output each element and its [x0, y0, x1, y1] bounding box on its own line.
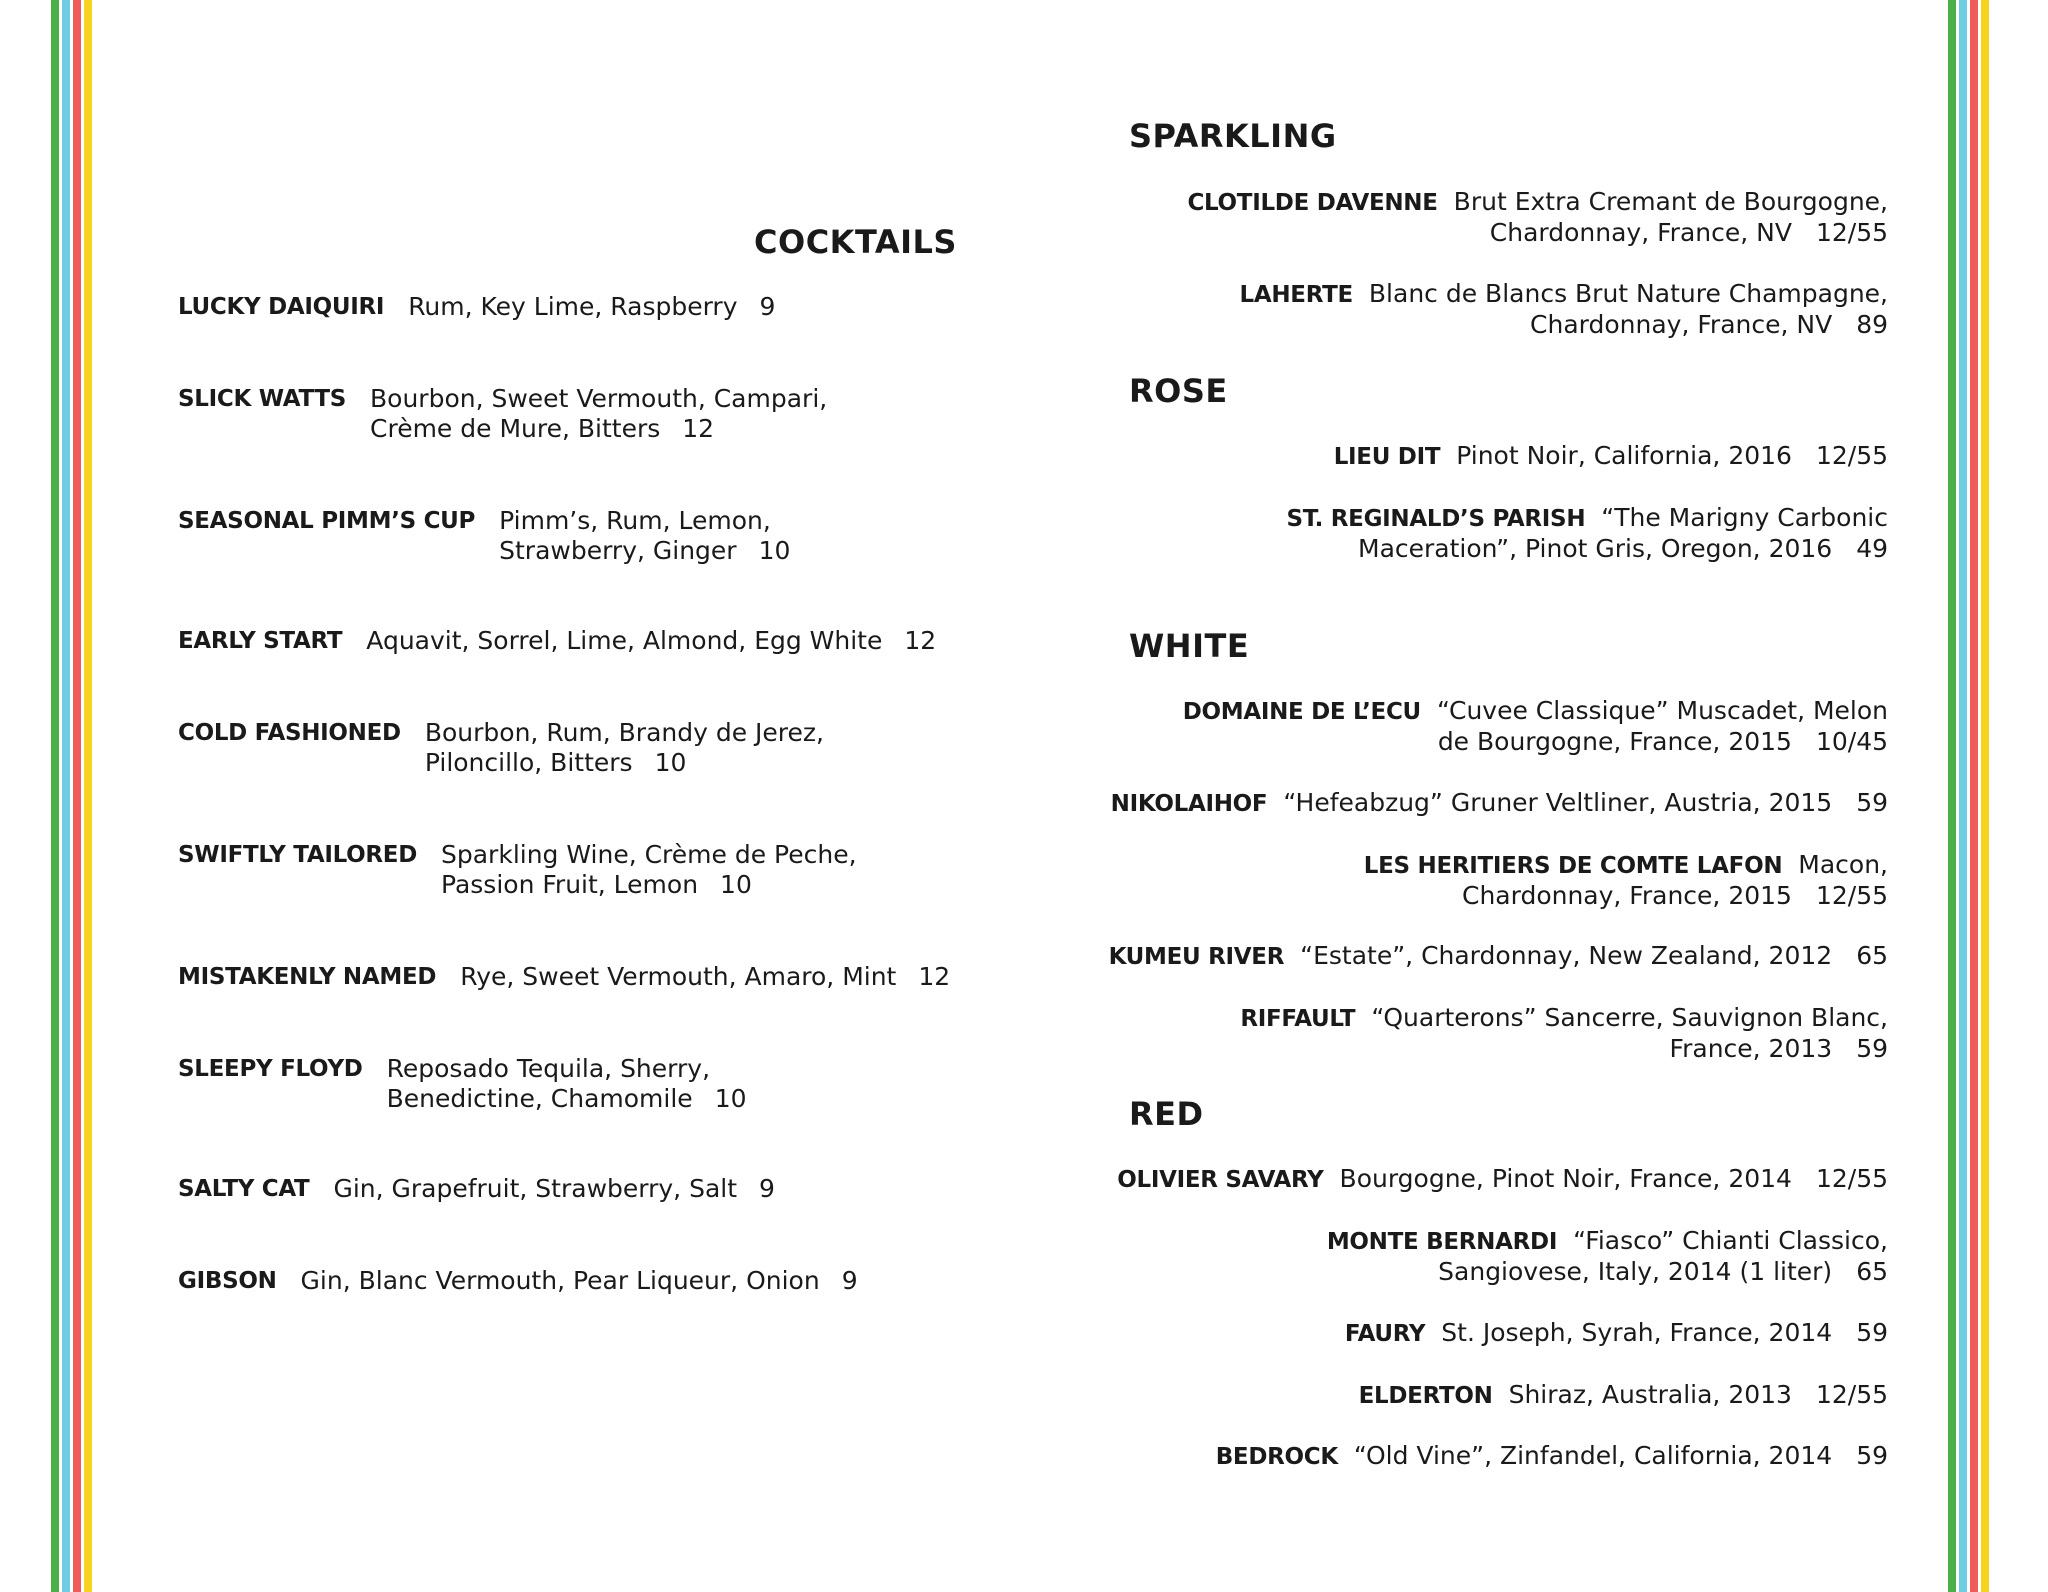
wine-description: de Bourgogne, France, 2015 — [1437, 727, 1792, 756]
price: 89 — [1856, 310, 1888, 339]
ingredients: Gin, Blanc Vermouth, Pear Liqueur, Onion — [300, 1266, 820, 1295]
cocktail-item — [178, 962, 950, 992]
ingredients: Pimm’s, Rum, Lemon, — [499, 506, 771, 535]
wine-description: “Old Vine”, Zinfandel, California, 2014 — [1353, 1441, 1833, 1470]
cocktail-name: LUCKY DAIQUIRI — [178, 294, 385, 320]
wine-line — [1359, 1380, 1888, 1411]
price: 59 — [1856, 1318, 1888, 1347]
price: 10 — [654, 748, 687, 777]
wine-description: Bourgogne, Pinot Noir, France, 2014 — [1339, 1164, 1792, 1193]
wine-item — [1187, 187, 1888, 248]
wine-line — [1240, 310, 1889, 340]
cocktail-description — [408, 292, 775, 322]
wine-description: Chardonnay, France, NV — [1489, 218, 1792, 247]
wine-producer: FAURY — [1344, 1321, 1426, 1347]
wine-item — [1286, 503, 1888, 564]
wine-line — [1364, 881, 1888, 911]
price: 10 — [758, 536, 791, 565]
cocktail-item — [178, 1174, 775, 1204]
wine-producer: LAHERTE — [1239, 282, 1353, 308]
wine-item — [1334, 441, 1888, 472]
wine-description: “Fiasco” Chianti Classico, — [1573, 1226, 1888, 1255]
wine-item — [1345, 1318, 1888, 1349]
cocktail-description — [387, 1054, 747, 1114]
price: 59 — [1856, 788, 1888, 817]
wine-line — [1187, 187, 1888, 218]
wine-line — [1117, 1164, 1888, 1195]
wine-description: Pinot Noir, California, 2016 — [1456, 441, 1792, 470]
cocktail-item — [178, 506, 790, 566]
wine-producer: CLOTILDE DAVENNE — [1187, 190, 1438, 216]
wine-description: “Estate”, Chardonnay, New Zealand, 2012 — [1300, 941, 1833, 970]
ingredients: Aquavit, Sorrel, Lime, Almond, Egg White — [366, 626, 883, 655]
wine-item — [1359, 1380, 1888, 1411]
cocktail-description — [441, 840, 857, 900]
cocktail-description — [333, 1174, 774, 1204]
price: 9 — [841, 1266, 858, 1295]
price: 12/55 — [1815, 1164, 1888, 1193]
wine-description: Sangiovese, Italy, 2014 (1 liter) — [1438, 1257, 1833, 1286]
wine-line — [1183, 696, 1888, 727]
price: 59 — [1856, 1034, 1888, 1063]
wine-producer: ST. REGINALD’S PARISH — [1286, 506, 1586, 532]
description-line — [441, 870, 857, 900]
price: 12/55 — [1815, 1380, 1888, 1409]
description-line — [499, 536, 790, 566]
cocktails-heading: COCKTAILS — [754, 223, 957, 261]
cocktail-name: EARLY START — [178, 628, 343, 654]
wine-description: Blanc de Blancs Brut Nature Champagne, — [1368, 279, 1888, 308]
wine-description: Shiraz, Australia, 2013 — [1508, 1380, 1792, 1409]
price: 12/55 — [1815, 881, 1888, 910]
description-line — [425, 748, 824, 778]
price: 9 — [759, 1174, 775, 1203]
stripe-blue — [1959, 0, 1967, 1592]
wine-line — [1111, 788, 1888, 819]
price: 12 — [918, 962, 951, 991]
cocktail-item — [178, 384, 827, 444]
cocktail-item — [178, 840, 857, 900]
price: 10/45 — [1815, 727, 1888, 756]
cocktail-name: SLEEPY FLOYD — [178, 1056, 363, 1082]
wine-line — [1364, 850, 1888, 881]
ingredients: Gin, Grapefruit, Strawberry, Salt — [333, 1174, 738, 1203]
stripe-red — [73, 0, 81, 1592]
stripe-green — [1948, 0, 1956, 1592]
cocktail-item — [178, 292, 775, 322]
description-line — [387, 1054, 747, 1084]
ingredients: Strawberry, Ginger — [499, 536, 737, 565]
ingredients: Crème de Mure, Bitters — [370, 414, 661, 443]
wine-description: Maceration”, Pinot Gris, Oregon, 2016 — [1358, 534, 1833, 563]
wine-producer: MONTE BERNARDI — [1326, 1229, 1558, 1255]
wine-line — [1240, 1034, 1888, 1064]
description-line — [301, 1266, 858, 1296]
wine-item — [1111, 788, 1888, 819]
description-line — [499, 506, 790, 536]
price: 9 — [759, 292, 776, 321]
stripe-blue — [62, 0, 70, 1592]
ingredients: Bourbon, Rum, Brandy de Jerez, — [424, 718, 824, 747]
cocktail-name: SALTY CAT — [178, 1176, 310, 1202]
wine-producer: OLIVIER SAVARY — [1117, 1167, 1324, 1193]
stripe-yellow — [84, 0, 92, 1592]
wine-line — [1240, 1003, 1888, 1034]
wine-description: France, 2013 — [1669, 1034, 1833, 1063]
wine-line — [1240, 279, 1889, 310]
wine-producer: RIFFAULT — [1240, 1006, 1356, 1032]
description-line — [370, 414, 827, 444]
wine-producer: KUMEU RIVER — [1108, 944, 1285, 970]
cocktail-name: SLICK WATTS — [178, 386, 347, 412]
description-line — [408, 292, 775, 322]
wine-description: “Cuvee Classique” Muscadet, Melon — [1436, 696, 1888, 725]
wine-producer: LIEU DIT — [1333, 444, 1441, 470]
wine-line — [1183, 727, 1888, 757]
wine-description: Brut Extra Cremant de Bourgogne, — [1453, 187, 1888, 216]
cocktail-item — [178, 1054, 747, 1114]
wine-line — [1334, 441, 1888, 472]
right-color-stripes — [1948, 0, 1992, 1592]
cocktail-description — [499, 506, 790, 566]
ingredients: Passion Fruit, Lemon — [441, 870, 699, 899]
ingredients: Rum, Key Lime, Raspberry — [408, 292, 738, 321]
wine-description: “The Marigny Carbonic — [1601, 503, 1888, 532]
description-line — [441, 840, 857, 870]
ingredients: Piloncillo, Bitters — [424, 748, 633, 777]
description-line — [460, 962, 950, 992]
wine-item — [1183, 696, 1888, 757]
description-line — [366, 626, 936, 656]
wine-line — [1216, 1441, 1888, 1472]
wine-description: “Quarterons” Sancerre, Sauvignon Blanc, — [1371, 1003, 1888, 1032]
wine-line — [1286, 503, 1888, 534]
wine-item — [1364, 850, 1888, 911]
wine-line — [1345, 1318, 1888, 1349]
wine-producer: DOMAINE DE L’ECU — [1182, 699, 1421, 725]
stripe-red — [1970, 0, 1978, 1592]
wine-line — [1109, 941, 1888, 972]
description-line — [370, 384, 827, 414]
red-heading: RED — [1129, 1095, 1204, 1133]
wine-producer: ELDERTON — [1358, 1383, 1493, 1409]
ingredients: Reposado Tequila, Sherry, — [386, 1054, 711, 1083]
price: 12 — [682, 414, 715, 443]
cocktail-description — [301, 1266, 858, 1296]
rose-heading: ROSE — [1129, 372, 1228, 410]
price: 12 — [904, 626, 937, 655]
description-line — [425, 718, 824, 748]
stripe-green — [51, 0, 59, 1592]
stripe-yellow — [1981, 0, 1989, 1592]
wine-description: Macon, — [1798, 850, 1888, 879]
wine-item — [1216, 1441, 1888, 1472]
price: 49 — [1856, 534, 1888, 563]
cocktail-name: GIBSON — [178, 1268, 277, 1294]
ingredients: Bourbon, Sweet Vermouth, Campari, — [370, 384, 828, 413]
cocktail-name: COLD FASHIONED — [178, 720, 401, 746]
price: 12/55 — [1815, 218, 1888, 247]
description-line — [387, 1084, 747, 1114]
price: 65 — [1856, 1257, 1888, 1286]
ingredients: Benedictine, Chamomile — [386, 1084, 693, 1113]
cocktail-name: SEASONAL PIMM’S CUP — [178, 508, 476, 534]
cocktail-description — [370, 384, 827, 444]
wine-producer: NIKOLAIHOF — [1110, 791, 1268, 817]
wine-item — [1240, 279, 1889, 340]
cocktail-description — [425, 718, 824, 778]
sparkling-heading: SPARKLING — [1129, 117, 1337, 155]
white-heading: WHITE — [1129, 627, 1250, 665]
price: 10 — [720, 870, 752, 899]
wine-line — [1286, 534, 1888, 564]
wine-line — [1327, 1257, 1888, 1287]
price: 10 — [714, 1084, 747, 1113]
cocktail-description — [460, 962, 950, 992]
cocktail-item — [178, 718, 824, 778]
price: 59 — [1856, 1441, 1888, 1470]
wine-description: Chardonnay, France, 2015 — [1461, 881, 1792, 910]
cocktail-item — [178, 626, 936, 656]
wine-producer: BEDROCK — [1215, 1444, 1338, 1470]
cocktail-name: MISTAKENLY NAMED — [178, 964, 437, 990]
description-line — [333, 1174, 774, 1204]
wine-line — [1187, 218, 1888, 248]
price: 12/55 — [1815, 441, 1888, 470]
ingredients: Sparkling Wine, Crème de Peche, — [441, 840, 857, 869]
wine-description: St. Joseph, Syrah, France, 2014 — [1441, 1318, 1833, 1347]
ingredients: Rye, Sweet Vermouth, Amaro, Mint — [460, 962, 897, 991]
price: 65 — [1856, 941, 1888, 970]
wine-description: “Hefeabzug” Gruner Veltliner, Austria, 2015 — [1283, 788, 1833, 817]
left-color-stripes — [51, 0, 95, 1592]
wine-line — [1327, 1226, 1888, 1257]
cocktail-description — [366, 626, 936, 656]
wine-description: Chardonnay, France, NV — [1530, 310, 1833, 339]
wine-item — [1240, 1003, 1888, 1064]
wine-item — [1327, 1226, 1888, 1287]
wine-item — [1109, 941, 1888, 972]
cocktail-item — [178, 1266, 858, 1296]
wine-item — [1117, 1164, 1888, 1195]
wine-producer: LES HERITIERS DE COMTE LAFON — [1363, 853, 1783, 879]
cocktail-name: SWIFTLY TAILORED — [178, 842, 417, 868]
